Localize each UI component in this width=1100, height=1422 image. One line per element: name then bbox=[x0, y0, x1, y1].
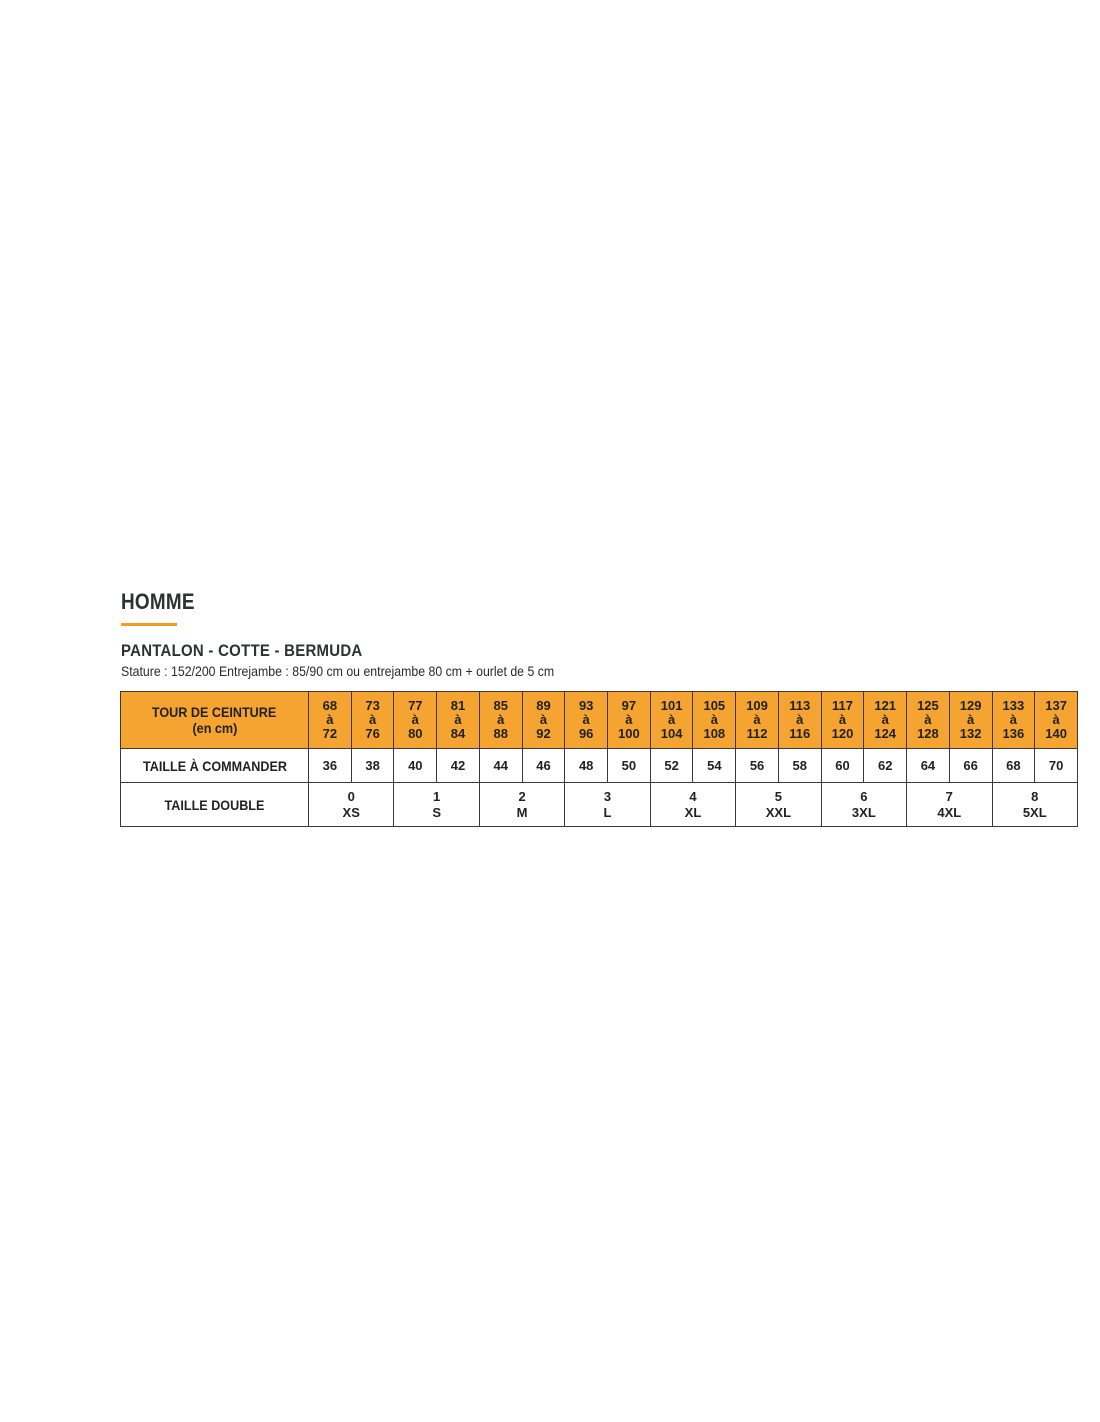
double-size-label: TAILLE DOUBLE bbox=[164, 796, 265, 813]
product-subtitle: PANTALON - COTTE - BERMUDA bbox=[121, 641, 363, 660]
order-size-cell: 58 bbox=[778, 749, 821, 783]
waist-range-cell bbox=[394, 692, 437, 749]
waist-range-from: 93 bbox=[578, 698, 594, 713]
waist-range-from: 113 bbox=[789, 698, 811, 713]
double-size-cell bbox=[479, 783, 564, 827]
waist-range-to: 112 bbox=[746, 726, 768, 741]
waist-label: TOUR DE CEINTURE bbox=[152, 704, 277, 720]
waist-range-cell bbox=[736, 692, 779, 749]
double-size-cell bbox=[821, 783, 906, 827]
waist-row-header bbox=[121, 692, 309, 749]
double-size-cell bbox=[309, 783, 394, 827]
waist-range-to: 128 bbox=[917, 726, 939, 741]
waist-range-sep: à bbox=[497, 712, 505, 727]
double-size-cell bbox=[907, 783, 992, 827]
section-title: HOMME bbox=[121, 589, 195, 614]
order-size-cell: 68 bbox=[992, 749, 1035, 783]
waist-range-from: 129 bbox=[959, 698, 982, 713]
waist-range-from: 105 bbox=[703, 698, 726, 713]
waist-range-to: 72 bbox=[322, 726, 338, 741]
waist-range-from: 89 bbox=[536, 698, 551, 713]
double-size-letter: L bbox=[603, 804, 612, 820]
waist-unit: (en cm) bbox=[192, 720, 237, 736]
waist-range-to: 108 bbox=[703, 726, 726, 741]
waist-range-cell bbox=[1035, 692, 1078, 749]
order-size-cell: 60 bbox=[821, 749, 864, 783]
waist-range-sep: à bbox=[838, 712, 847, 727]
waist-range-from: 109 bbox=[746, 698, 768, 713]
order-size-cell: 50 bbox=[608, 749, 651, 783]
waist-range-to: 76 bbox=[365, 726, 380, 741]
waist-range-cell bbox=[479, 692, 522, 749]
waist-range-from: 133 bbox=[1002, 698, 1025, 713]
waist-range-sep: à bbox=[967, 712, 975, 727]
order-size-cell: 52 bbox=[650, 749, 693, 783]
waist-range-from: 81 bbox=[450, 698, 466, 713]
waist-range-from: 85 bbox=[493, 698, 508, 713]
double-size-letter: 3XL bbox=[851, 804, 876, 820]
waist-range-sep: à bbox=[796, 712, 804, 727]
double-size-letter: XS bbox=[342, 804, 360, 820]
waist-range-sep: à bbox=[582, 712, 590, 727]
waist-range-from: 125 bbox=[917, 698, 939, 713]
waist-range-to: 100 bbox=[618, 726, 640, 741]
waist-range-to: 132 bbox=[959, 726, 982, 741]
order-size-label: TAILLE À COMMANDER bbox=[142, 757, 287, 774]
order-size-cell: 66 bbox=[949, 749, 992, 783]
order-size-cell: 38 bbox=[351, 749, 394, 783]
waist-range-sep: à bbox=[1052, 712, 1060, 727]
waist-range-sep: à bbox=[411, 712, 419, 727]
waist-range-cell bbox=[693, 692, 736, 749]
order-size-row-header bbox=[121, 749, 309, 783]
waist-range-to: 88 bbox=[493, 726, 508, 741]
order-size-cell: 36 bbox=[309, 749, 352, 783]
order-size-row bbox=[121, 749, 1078, 783]
waist-range-cell bbox=[309, 692, 352, 749]
waist-range-to: 124 bbox=[874, 726, 897, 741]
waist-range-to: 136 bbox=[1002, 726, 1025, 741]
double-size-letter: S bbox=[432, 804, 441, 820]
waist-range-from: 101 bbox=[660, 698, 683, 713]
waist-range-cell bbox=[907, 692, 950, 749]
waist-range-sep: à bbox=[753, 712, 761, 727]
double-size-number: 3 bbox=[603, 788, 612, 804]
waist-range-sep: à bbox=[710, 712, 718, 727]
waist-range-cell bbox=[992, 692, 1035, 749]
double-size-letter: 4XL bbox=[937, 804, 962, 820]
waist-range-cell bbox=[821, 692, 864, 749]
waist-range-cell bbox=[650, 692, 693, 749]
waist-range-to: 104 bbox=[660, 726, 683, 741]
waist-range-to: 96 bbox=[578, 726, 594, 741]
waist-range-cell bbox=[949, 692, 992, 749]
waist-range-from: 97 bbox=[621, 698, 637, 713]
double-size-number: 1 bbox=[433, 788, 441, 804]
waist-range-to: 116 bbox=[789, 726, 811, 741]
measurement-note: Stature : 152/200 Entrejambe : 85/90 cm ou entrejambe 80 cm + ourlet de 5 cm bbox=[121, 663, 555, 679]
order-size-cell: 44 bbox=[479, 749, 522, 783]
waist-range-cell bbox=[608, 692, 651, 749]
double-size-number: 5 bbox=[774, 788, 783, 804]
double-size-cell bbox=[736, 783, 821, 827]
waist-range-cell bbox=[864, 692, 907, 749]
waist-range-to: 120 bbox=[831, 726, 854, 741]
order-size-cell: 54 bbox=[693, 749, 736, 783]
order-size-cell: 42 bbox=[437, 749, 480, 783]
waist-range-sep: à bbox=[454, 712, 462, 727]
waist-range-from: 117 bbox=[831, 698, 853, 713]
waist-range-sep: à bbox=[1009, 712, 1017, 727]
waist-range-cell bbox=[437, 692, 480, 749]
waist-range-cell bbox=[522, 692, 565, 749]
waist-range-from: 68 bbox=[322, 698, 338, 713]
double-size-number: 7 bbox=[945, 788, 953, 804]
double-size-number: 2 bbox=[518, 788, 526, 804]
double-size-cell bbox=[565, 783, 650, 827]
waist-range-sep: à bbox=[924, 712, 932, 727]
double-size-letter: M bbox=[516, 804, 528, 820]
title-underline bbox=[121, 623, 177, 626]
waist-range-sep: à bbox=[667, 712, 676, 727]
waist-range-from: 73 bbox=[365, 698, 380, 713]
waist-range-cell bbox=[778, 692, 821, 749]
waist-row bbox=[121, 692, 1078, 749]
order-size-cell: 64 bbox=[907, 749, 950, 783]
waist-range-sep: à bbox=[539, 712, 548, 727]
waist-range-from: 121 bbox=[874, 698, 897, 713]
double-size-letter: XXL bbox=[765, 804, 792, 820]
double-size-cell bbox=[650, 783, 735, 827]
order-size-cell: 62 bbox=[864, 749, 907, 783]
order-size-cell: 56 bbox=[736, 749, 779, 783]
double-size-letter: XL bbox=[684, 804, 702, 820]
order-size-cell: 46 bbox=[522, 749, 565, 783]
double-size-cell bbox=[394, 783, 479, 827]
waist-range-sep: à bbox=[368, 712, 377, 727]
double-size-row bbox=[121, 783, 1078, 827]
order-size-cell: 70 bbox=[1035, 749, 1078, 783]
waist-range-sep: à bbox=[326, 712, 334, 727]
double-size-letter: 5XL bbox=[1022, 804, 1047, 820]
waist-range-to: 80 bbox=[408, 726, 423, 741]
waist-range-to: 84 bbox=[450, 726, 466, 741]
double-size-number: 8 bbox=[1031, 788, 1039, 804]
waist-range-cell bbox=[351, 692, 394, 749]
order-size-cell: 48 bbox=[565, 749, 608, 783]
waist-range-from: 77 bbox=[408, 698, 423, 713]
waist-range-sep: à bbox=[881, 712, 889, 727]
size-chart-table bbox=[120, 691, 1078, 827]
waist-range-cell bbox=[565, 692, 608, 749]
waist-range-to: 140 bbox=[1045, 726, 1067, 741]
double-size-cell bbox=[992, 783, 1078, 827]
waist-range-to: 92 bbox=[536, 726, 551, 741]
double-size-number: 4 bbox=[689, 788, 697, 804]
order-size-cell: 40 bbox=[394, 749, 437, 783]
waist-range-from: 137 bbox=[1045, 698, 1067, 713]
waist-range-sep: à bbox=[625, 712, 633, 727]
double-size-row-header bbox=[121, 783, 309, 827]
double-size-number: 0 bbox=[347, 788, 355, 804]
double-size-number: 6 bbox=[860, 788, 868, 804]
